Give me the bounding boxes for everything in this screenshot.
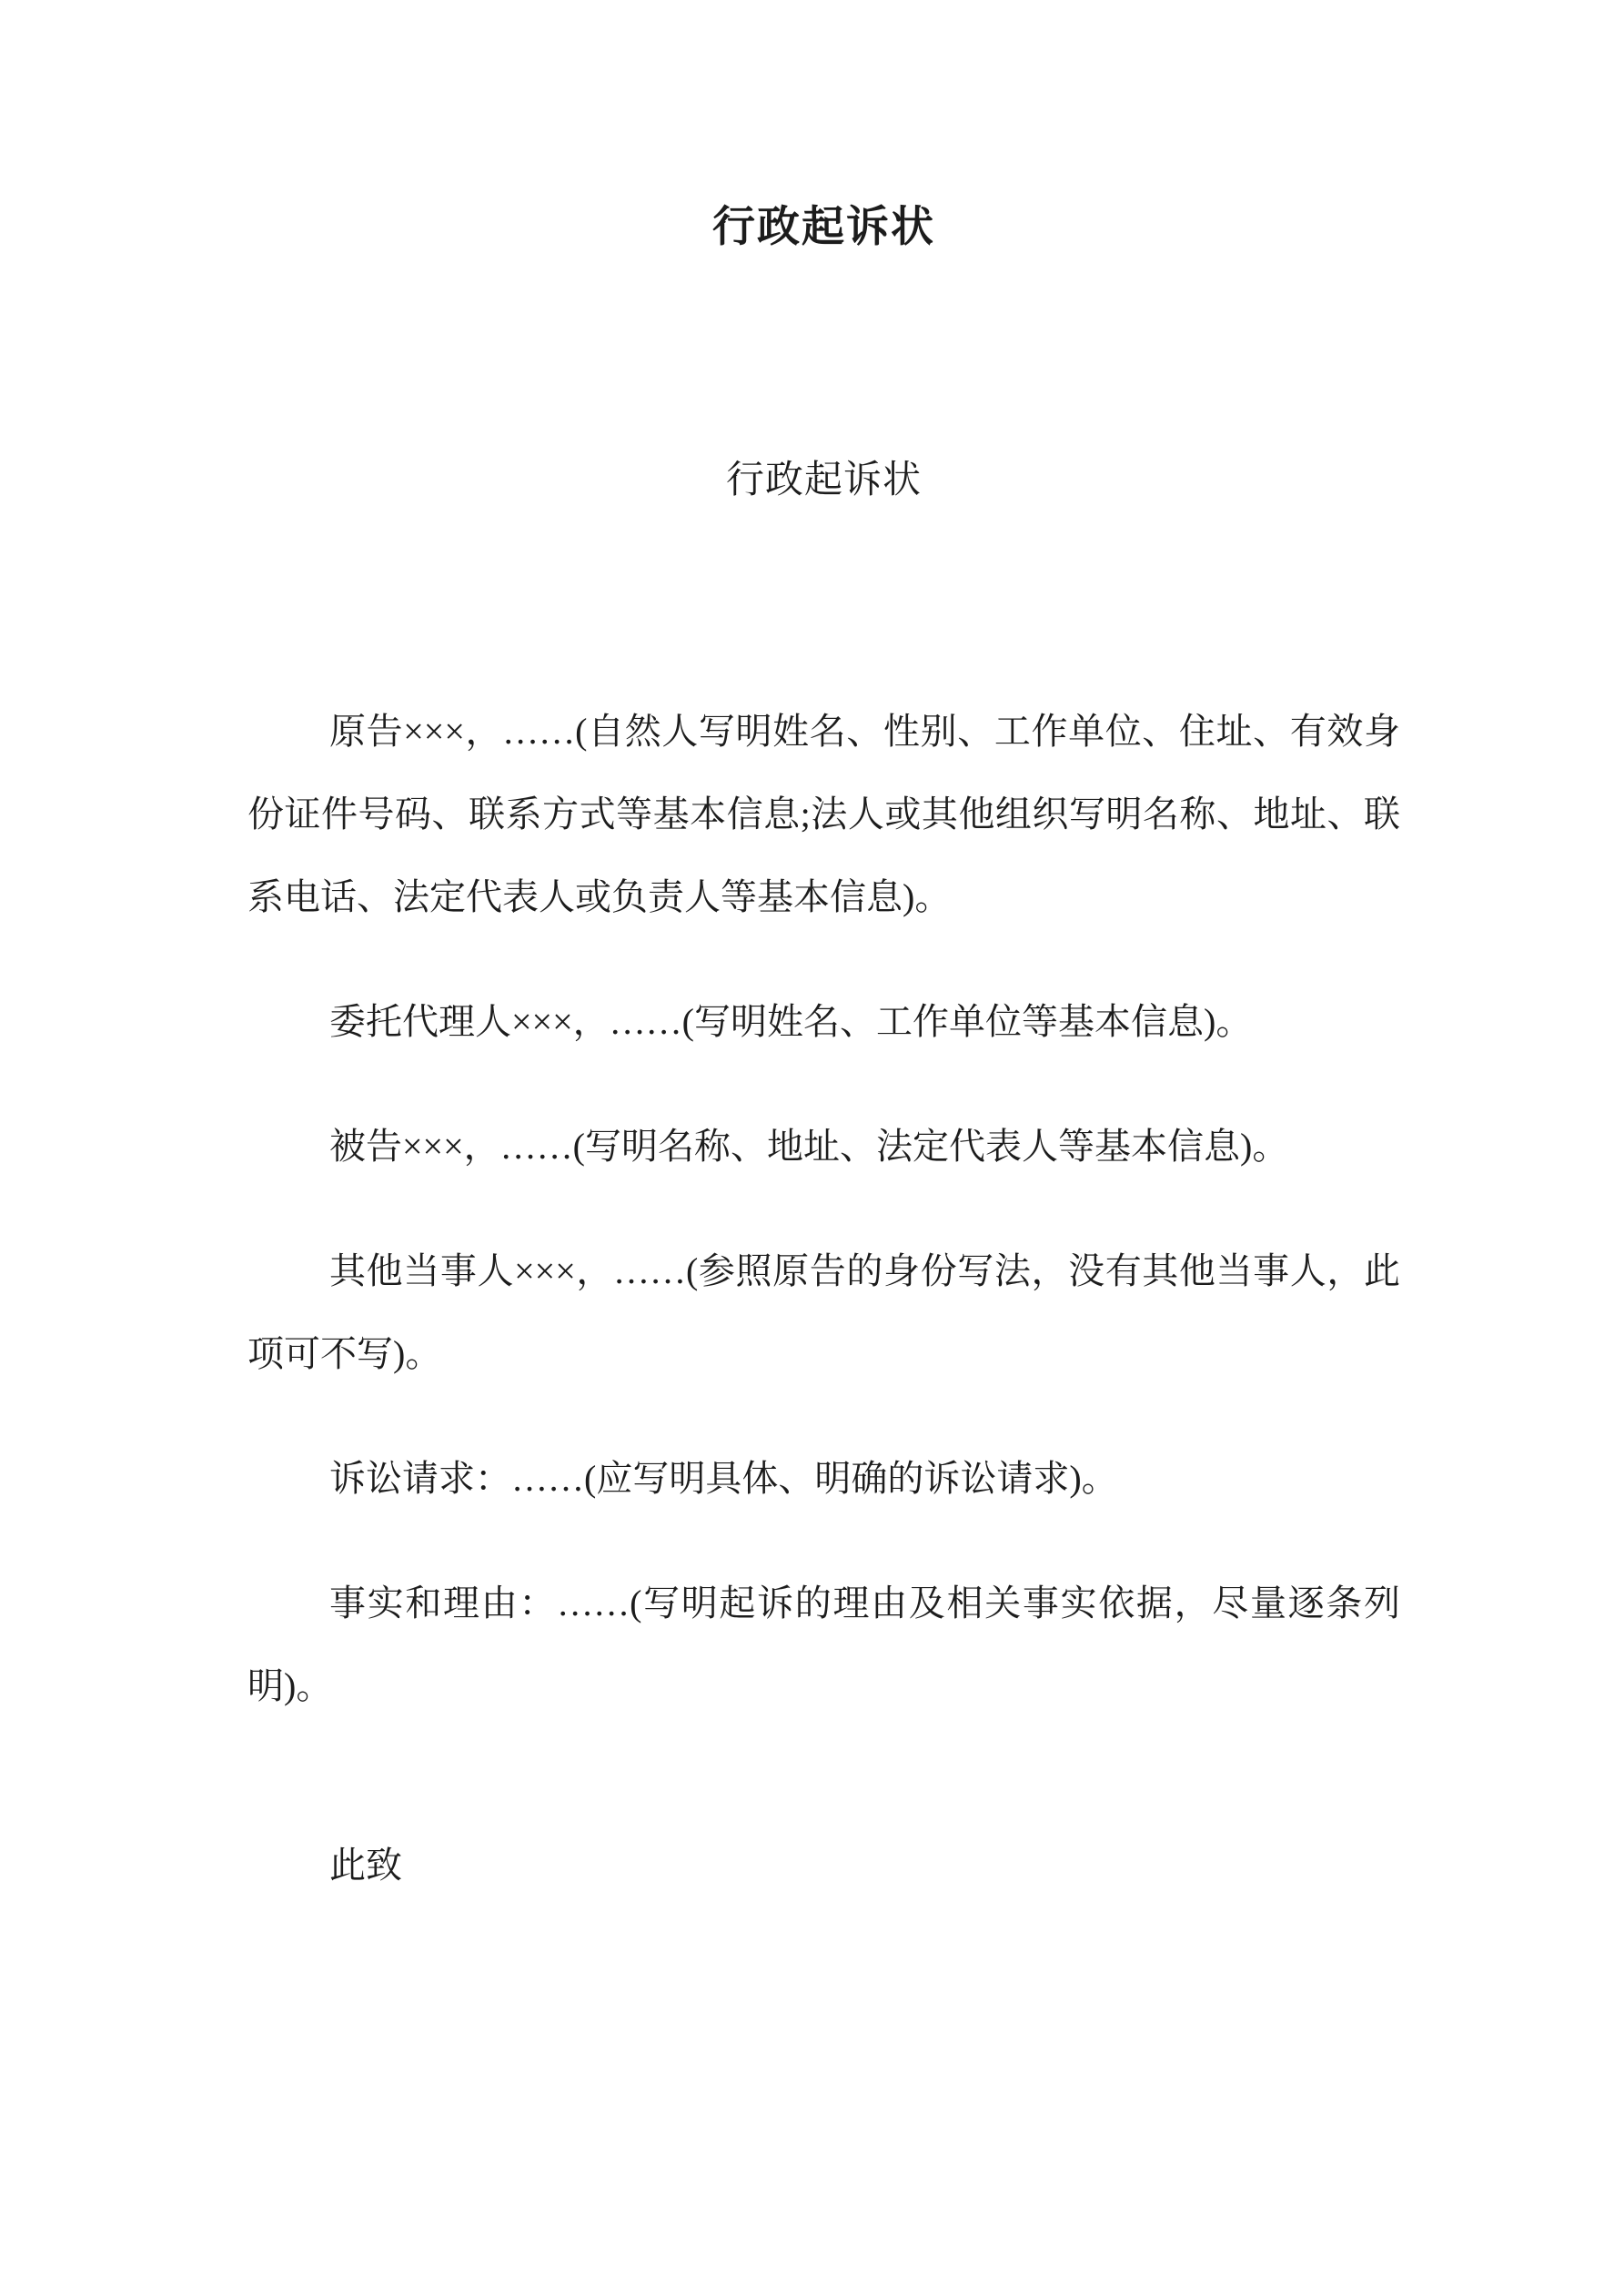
paragraph-plaintiff: 原告×××，……(自然人写明姓名、性别、工作单位、住址、有效身份证件号码、联系方式等基本信息;法人或其他组织写明名称、地址、联系电话、法定代表人或负责人等基本信息)。 [247,711,1400,917]
paragraph-defendant: 被告×××，……(写明名称、地址、法定代表人等基本信息)。 [329,1126,1289,1167]
document-title: 行政起诉状 [712,204,935,251]
paragraph-claims: 诉讼请求：……(应写明具体、明确的诉讼请求)。 [329,1458,1118,1499]
paragraph-authorized-agent: 委托代理人×××，……(写明姓名、工作单位等基本信息)。 [329,1001,1253,1042]
paragraph-facts-and-reasons: 事实和理由：……(写明起诉的理由及相关事实依据，尽量逐条列明)。 [247,1583,1400,1706]
document-body [247,690,1400,1907]
document-subtitle: 行政起诉状 [725,460,922,501]
closing-salutation: 此致 [329,1845,402,1886]
paragraph-other-parties: 其他当事人×××，……(参照原告的身份写法，没有其他当事人，此项可不写)。 [247,1250,1400,1374]
